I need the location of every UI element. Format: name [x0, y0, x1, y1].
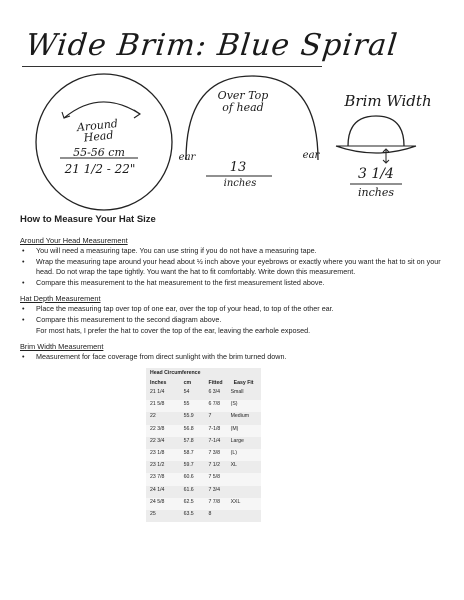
table-row: 24 1/4 61.6 7 3/4	[150, 486, 221, 493]
over-top-label: Over Top of head	[217, 89, 269, 114]
page-title: Wide Brim: Blue Spiral	[24, 28, 400, 63]
list-item: • Measurement for face coverage from direct sunlight with the brim turned down.	[20, 352, 450, 363]
table-row: 22 55.9 7 Medium	[150, 413, 250, 420]
col-header-inches: Inches	[150, 380, 167, 386]
table-row: 22 3/8 56.8 7-1/8 (M)	[146, 425, 261, 437]
depth-note: For most hats, I prefer the hat to cover the top of the ear, leaving the earhole exposed.	[36, 326, 311, 335]
table-row: 23 1/8 58.7 7 3/8 (L)	[146, 449, 261, 461]
around-head-cm: 55-56 cm	[73, 146, 125, 159]
depth-section-title: Hat Depth Measurement	[20, 294, 101, 303]
col-header-cm: cm	[183, 380, 192, 386]
instructions-heading: How to Measure Your Hat Size	[20, 214, 156, 225]
table-row: 23 7/8 60.6 7 5/8	[146, 473, 261, 485]
brim-section-title: Brim Width Measurement	[20, 342, 104, 351]
list-item: • Wrap the measuring tape around your head about ½ inch above your eyebrows or exactly where you want the hat to sit on your head. Do not wrap the tape tightly. You want the hat to fit comfortably. Write down this measurement.	[20, 257, 450, 278]
table-row: 24 5/8 62.5 7 7/8 XXL	[146, 498, 261, 510]
list-item: • Place the measuring tap over top of one ear, over the top of your head, to top of the other ear.	[20, 304, 450, 315]
hat-brim-icon	[336, 146, 416, 153]
right-ear-label: ear	[302, 150, 320, 161]
around-head-inches: 21 1/2 - 22"	[64, 162, 136, 176]
over-top-value: 13	[229, 160, 247, 175]
left-ear-label: ear	[178, 152, 196, 163]
brim-width-unit: inches	[357, 186, 394, 199]
table-group-header: Head Circumference	[150, 370, 201, 376]
tape-arc	[64, 102, 140, 118]
table-row: 21 1/4 54 6 3/4 Small	[150, 389, 244, 395]
list-item: • Compare this measurement to the second diagram above.	[20, 315, 450, 326]
around-bullets	[20, 246, 450, 288]
depth-bullets	[20, 304, 450, 325]
over-top-unit: inches	[223, 178, 257, 189]
list-item: • Compare this measurement to the hat measurement to the first measurement listed above.	[20, 278, 450, 289]
arrow-right-icon	[134, 110, 140, 118]
col-header-fitted: Fitted	[208, 380, 223, 386]
list-item: • You will need a measuring tape. You can use string if you do not have a measuring tape.	[20, 246, 450, 257]
brim-width-value: 3 1/4	[358, 166, 394, 182]
brim-width-label: Brim Width	[344, 92, 432, 110]
table-row: 21 5/8 55 6 7/8 (S)	[146, 400, 261, 412]
around-head-label: Around Head	[76, 116, 119, 145]
table-row: 22 3/4 57.8 7-1/4 Large	[150, 437, 244, 444]
brim-bullets	[20, 352, 450, 363]
table-row: 23 1/2 59.7 7 1/2 XL	[150, 462, 237, 469]
table-row: 25 63.5 8	[150, 510, 212, 517]
around-section-title: Around Your Head Measurement	[20, 236, 128, 245]
hat-crown-icon	[348, 116, 404, 146]
col-header-easy-fit: Easy Fit	[233, 380, 254, 386]
size-table	[146, 368, 261, 522]
